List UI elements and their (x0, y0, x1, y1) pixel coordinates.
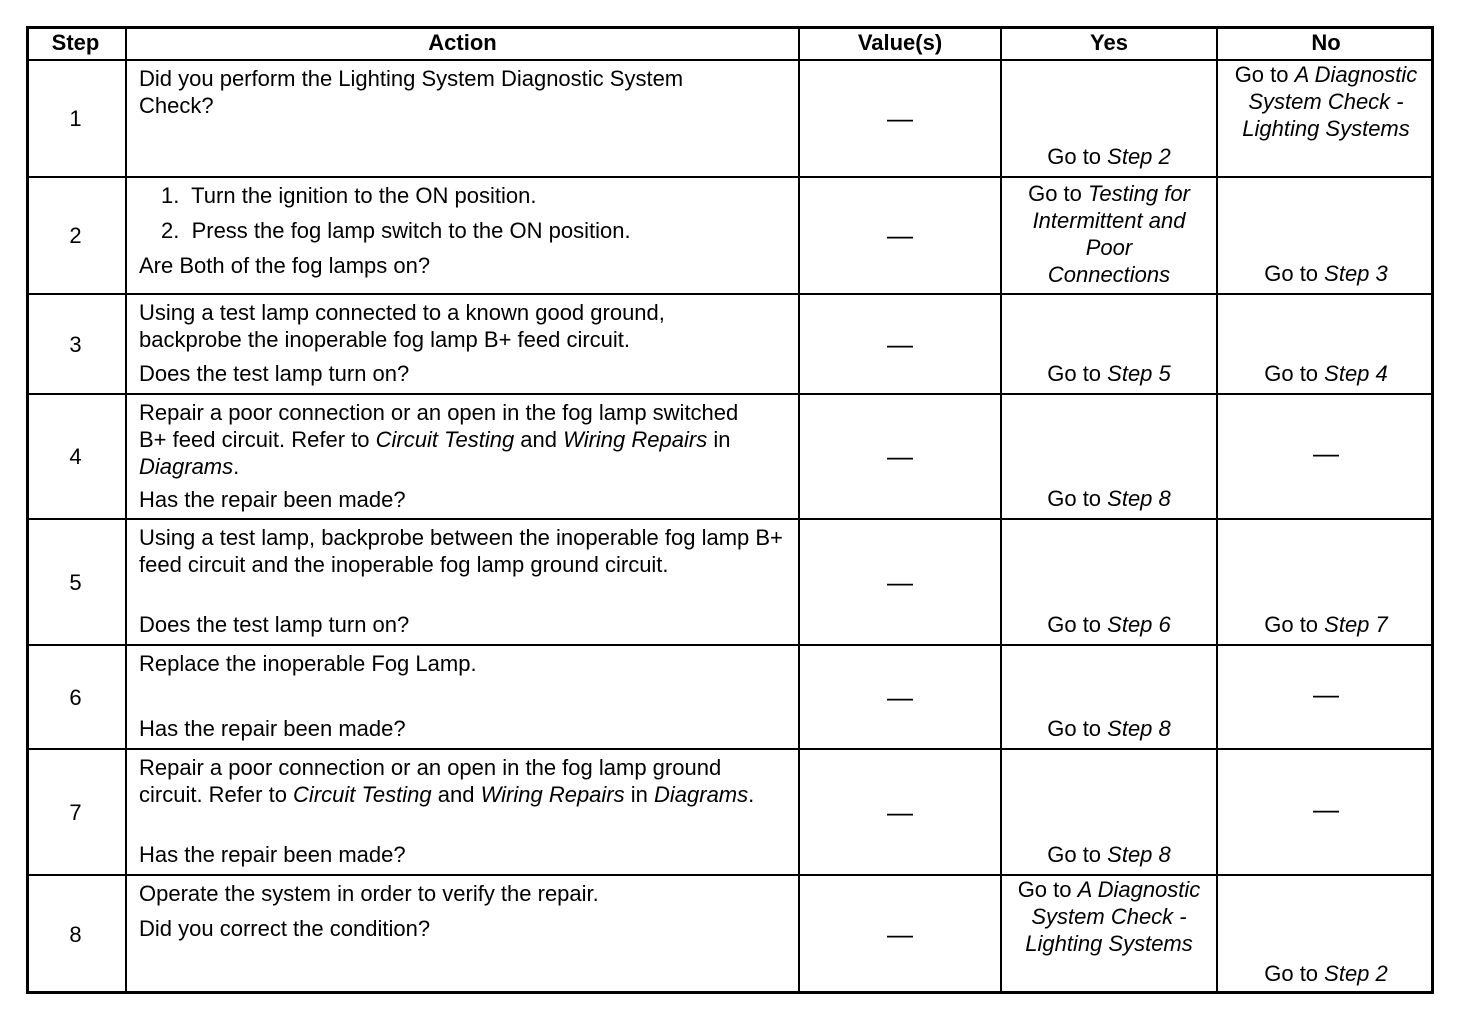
no-cell: — (1218, 646, 1434, 750)
goto-link[interactable]: Step 6 (1107, 612, 1171, 637)
action-cell (127, 876, 800, 993)
goto-prefix: Go to (1028, 181, 1088, 206)
goto-link[interactable]: Step 7 (1324, 612, 1388, 637)
action-cell (127, 646, 800, 750)
goto-link[interactable]: Step 8 (1107, 486, 1171, 511)
no-cell (1218, 178, 1434, 295)
header-no: No (1218, 26, 1434, 61)
yes-goto[interactable] (1047, 485, 1171, 512)
action-text-part: in (624, 782, 654, 807)
step-number: 6 (26, 646, 127, 750)
step-number: 5 (26, 520, 127, 646)
no-cell (1218, 295, 1434, 395)
action-text (139, 754, 789, 808)
step-number: 3 (26, 295, 127, 395)
header-step: Step (26, 26, 127, 61)
goto-link[interactable]: Step 8 (1107, 716, 1171, 741)
action-question: Did you correct the condition? (139, 916, 431, 941)
yes-goto[interactable] (1047, 611, 1171, 638)
action-question: Are Both of the fog lamps on? (139, 253, 431, 278)
no-goto[interactable] (1264, 260, 1388, 287)
goto-link[interactable]: Step 2 (1107, 144, 1171, 169)
action-question: Has the repair been made? (139, 716, 406, 741)
action-question: Does the test lamp turn on? (139, 361, 410, 386)
goto-link[interactable]: Step 4 (1324, 361, 1388, 386)
yes-goto[interactable] (1047, 715, 1171, 742)
yes-cell (1002, 178, 1218, 295)
goto-prefix: Go to (1264, 612, 1325, 637)
yes-cell (1002, 395, 1218, 520)
action-text-part: in (707, 427, 731, 452)
goto-prefix: Go to (1234, 62, 1295, 87)
action-question: Has the repair been made? (139, 842, 406, 867)
action-question: Does the test lamp turn on? (139, 612, 410, 637)
goto-prefix: Go to (1047, 612, 1108, 637)
step-number: 2 (26, 178, 127, 295)
action-question: Has the repair been made? (139, 487, 406, 512)
goto-prefix: Go to (1047, 144, 1108, 169)
action-text: Operate the system in order to verify the repair. (139, 881, 599, 906)
value-cell: — (800, 178, 1002, 295)
header-action: Action (127, 26, 800, 61)
yes-cell (1002, 61, 1218, 178)
yes-cell (1002, 646, 1218, 750)
goto-prefix: Go to (1264, 961, 1325, 986)
yes-goto[interactable] (1047, 841, 1171, 868)
yes-goto[interactable] (1047, 360, 1171, 387)
action-text: Did you perform the Lighting System Diagnostic System Check? (139, 66, 684, 118)
goto-prefix: Go to (1017, 877, 1078, 902)
step-number: 4 (26, 395, 127, 520)
step-number: 7 (26, 750, 127, 876)
goto-link[interactable]: Step 2 (1324, 961, 1388, 986)
goto-prefix: Go to (1047, 842, 1108, 867)
value-cell: — (800, 876, 1002, 993)
no-goto[interactable] (1264, 360, 1388, 387)
action-cell (127, 395, 800, 520)
action-text (139, 399, 739, 480)
action-cell (127, 750, 800, 876)
goto-link[interactable]: A Diagnostic System Check - Lighting Systems (1025, 877, 1201, 956)
no-cell (1218, 520, 1434, 646)
yes-goto[interactable] (1009, 876, 1209, 957)
circuit-testing-ref[interactable]: Circuit Testing (293, 782, 432, 807)
no-goto[interactable] (1264, 960, 1388, 987)
action-text-part: . (233, 454, 240, 479)
value-cell: — (800, 395, 1002, 520)
value-cell: — (800, 646, 1002, 750)
goto-prefix: Go to (1264, 361, 1325, 386)
value-cell: — (800, 61, 1002, 178)
diagnostic-table (26, 26, 1434, 993)
step-number: 8 (26, 876, 127, 993)
wiring-repairs-ref[interactable]: Wiring Repairs (563, 427, 708, 452)
goto-prefix: Go to (1047, 716, 1108, 741)
yes-cell (1002, 750, 1218, 876)
action-cell (127, 520, 800, 646)
no-cell (1218, 61, 1434, 178)
action-step-2: 2. Press the fog lamp switch to the ON position. (161, 218, 631, 243)
action-text-part: and (514, 427, 564, 452)
goto-prefix: Go to (1047, 486, 1108, 511)
yes-goto[interactable] (1024, 180, 1194, 288)
wiring-repairs-ref[interactable]: Wiring Repairs (480, 782, 625, 807)
action-cell (127, 61, 800, 178)
value-cell: — (800, 750, 1002, 876)
yes-goto[interactable] (1047, 143, 1171, 170)
action-cell (127, 178, 800, 295)
goto-link[interactable]: Testing for Intermittent and Poor Connections (1032, 181, 1190, 287)
circuit-testing-ref[interactable]: Circuit Testing (375, 427, 515, 452)
goto-link[interactable]: Step 8 (1107, 842, 1171, 867)
no-goto[interactable] (1264, 611, 1388, 638)
action-steps-list (139, 182, 788, 252)
value-cell: — (800, 295, 1002, 395)
action-cell (127, 295, 800, 395)
step-number: 1 (26, 61, 127, 178)
no-cell (1218, 876, 1434, 993)
header-yes: Yes (1002, 26, 1218, 61)
action-text: Using a test lamp connected to a known good ground, backprobe the inoperable fog lamp B+ feed circuit. (139, 300, 665, 352)
yes-cell (1002, 520, 1218, 646)
goto-prefix: Go to (1047, 361, 1108, 386)
action-text: Using a test lamp, backprobe between the inoperable fog lamp B+ feed circuit and the inoperable fog lamp ground circuit. (139, 525, 783, 577)
yes-cell (1002, 876, 1218, 993)
action-text-part: Repair a poor connection or an open in the fog lamp ground circuit. Refer to (139, 755, 722, 807)
no-cell: — (1218, 395, 1434, 520)
value-cell: — (800, 520, 1002, 646)
action-text-part: . (748, 782, 755, 807)
goto-link[interactable]: A Diagnostic System Check - Lighting Systems (1242, 62, 1418, 141)
action-step-1: 1. Turn the ignition to the ON position. (161, 183, 537, 208)
no-cell: — (1218, 750, 1434, 876)
goto-prefix: Go to (1264, 261, 1325, 286)
diagrams-ref[interactable]: Diagrams (139, 454, 234, 479)
header-values: Value(s) (800, 26, 1002, 61)
goto-link[interactable]: Step 5 (1107, 361, 1171, 386)
no-goto[interactable] (1231, 61, 1421, 142)
action-text-part: Repair a poor connection or an open in the fog lamp switched B+ feed circuit. Refer to (139, 400, 739, 452)
action-text-part: and (431, 782, 481, 807)
goto-link[interactable]: Step 3 (1324, 261, 1388, 286)
yes-cell (1002, 295, 1218, 395)
diagrams-ref[interactable]: Diagrams (654, 782, 749, 807)
action-text: Replace the inoperable Fog Lamp. (139, 651, 477, 676)
